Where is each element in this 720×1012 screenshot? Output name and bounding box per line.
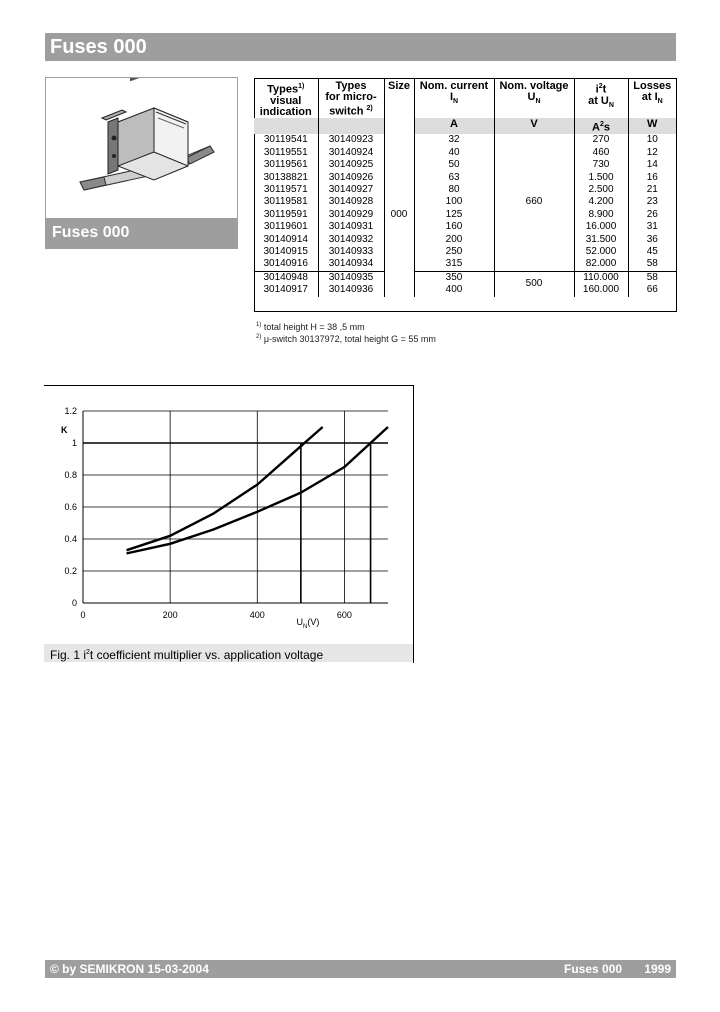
footer-doc-name: Fuses 000 bbox=[564, 962, 623, 976]
unit-losses: W bbox=[628, 118, 676, 135]
footer-page-number: 1999 bbox=[644, 962, 671, 976]
cell-nom-current: 315 bbox=[414, 258, 494, 271]
header-types-microswitch: Types for micro- switch $^{2)}$ bbox=[318, 79, 384, 118]
y-tick-label: 0 bbox=[71, 598, 77, 608]
x-tick-label: 600 bbox=[336, 610, 352, 620]
cell-losses: 21 bbox=[628, 184, 676, 196]
cell-nom-current: 100 bbox=[414, 196, 494, 208]
header-nom-current: Nom. current $I_N$ bbox=[414, 79, 494, 118]
table-header-row bbox=[254, 79, 676, 118]
table-row bbox=[254, 284, 676, 296]
cell-type-visual: 30138821 bbox=[263, 171, 308, 183]
k-factor-chart bbox=[44, 386, 414, 646]
table-row bbox=[254, 147, 676, 159]
cell-type-visual: 30119581 bbox=[263, 196, 308, 208]
fuse-spec-table bbox=[254, 79, 676, 297]
cell-i2t: 31.500 bbox=[574, 234, 628, 246]
cell-losses: 10 bbox=[628, 134, 676, 146]
cell-i2t: 110.000 bbox=[574, 271, 628, 284]
cell-i2t: 160.000 bbox=[574, 284, 628, 296]
cell-type-microswitch: 30140932 bbox=[318, 234, 384, 246]
table-row bbox=[254, 258, 676, 271]
x-tick-label: 400 bbox=[249, 610, 265, 620]
cell-losses: 12 bbox=[628, 147, 676, 159]
x-tick-label: 200 bbox=[162, 610, 178, 620]
header-i2t: $i^2t$ at $U_N$ bbox=[574, 79, 628, 118]
photo-caption: Fuses 000 bbox=[46, 218, 237, 248]
chart-caption: Fig. 1 $i^2t$ coefficient multiplier vs. application voltage bbox=[44, 644, 413, 662]
table-row bbox=[254, 209, 676, 221]
cell-losses: 66 bbox=[628, 284, 676, 296]
y-tick-label: 0.4 bbox=[64, 534, 77, 544]
cell-nom-current: 200 bbox=[414, 234, 494, 246]
cell-i2t: 8.900 bbox=[574, 209, 628, 221]
table-row bbox=[254, 271, 676, 284]
cell-nom-current: 350 bbox=[414, 271, 494, 284]
cell-type-microswitch: 30140923 bbox=[318, 134, 384, 146]
table-row bbox=[254, 196, 676, 208]
unit-current: A bbox=[414, 118, 494, 135]
cell-losses: 31 bbox=[628, 221, 676, 233]
cell-i2t: 16.000 bbox=[574, 221, 628, 233]
cell-i2t: 2.500 bbox=[574, 184, 628, 196]
cell-type-visual: 30140916 bbox=[263, 258, 308, 270]
cell-nom-current: 80 bbox=[414, 184, 494, 196]
cell-nom-current: 50 bbox=[414, 159, 494, 171]
cell-nom-current: 40 bbox=[414, 147, 494, 159]
cell-i2t: 52.000 bbox=[574, 246, 628, 258]
cell-type-microswitch: 30140927 bbox=[318, 184, 384, 196]
table-row bbox=[254, 159, 676, 171]
y-tick-label: 1 bbox=[71, 438, 77, 448]
cell-nom-current: 160 bbox=[414, 221, 494, 233]
table-row bbox=[254, 172, 676, 184]
cell-type-visual: 30119571 bbox=[263, 183, 308, 195]
cell-type-microswitch: 30140936 bbox=[318, 284, 384, 296]
cell-type-visual: 30119561 bbox=[263, 159, 308, 171]
x-axis-label: $U_N(V)$ bbox=[296, 617, 320, 630]
cell-i2t: 730 bbox=[574, 159, 628, 171]
footer-copyright: © by SEMIKRON 15-03-2004 bbox=[50, 962, 209, 976]
cell-losses: 45 bbox=[628, 246, 676, 258]
page-footer bbox=[45, 960, 676, 978]
cell-type-microswitch: 30140929 bbox=[318, 209, 384, 221]
cell-nom-current: 400 bbox=[414, 284, 494, 296]
cell-losses: 58 bbox=[628, 258, 676, 271]
y-tick-label: 0.6 bbox=[64, 502, 77, 512]
cell-type-microswitch: 30140925 bbox=[318, 159, 384, 171]
cell-type-visual: 30119551 bbox=[263, 146, 308, 158]
cell-type-visual: 30140948 bbox=[263, 271, 308, 283]
table-row bbox=[254, 221, 676, 233]
footnote-1: $^{1)}$ total height H = 38 ,5 mm bbox=[256, 322, 365, 332]
table-row bbox=[254, 134, 676, 146]
cell-type-microswitch: 30140926 bbox=[318, 172, 384, 184]
cell-i2t: 4.200 bbox=[574, 196, 628, 208]
page-title: Fuses 000 bbox=[45, 33, 676, 61]
y-tick-label: 0.8 bbox=[64, 470, 77, 480]
cell-losses: 26 bbox=[628, 209, 676, 221]
y-axis-label: K bbox=[61, 425, 68, 435]
cell-type-microswitch: 30140933 bbox=[318, 246, 384, 258]
cell-type-microswitch: 30140924 bbox=[318, 147, 384, 159]
cell-losses: 36 bbox=[628, 234, 676, 246]
cell-losses: 16 bbox=[628, 172, 676, 184]
product-photo-box bbox=[45, 77, 238, 249]
series-line bbox=[127, 427, 323, 550]
cell-size: 000 bbox=[384, 134, 414, 296]
cell-type-microswitch: 30140934 bbox=[318, 258, 384, 271]
cell-type-visual: 30119601 bbox=[263, 221, 308, 233]
y-tick-label: 0.2 bbox=[64, 566, 77, 576]
cell-nom-voltage: 660 bbox=[494, 134, 574, 271]
x-tick-label: 0 bbox=[80, 610, 86, 620]
y-tick-label: 1.2 bbox=[64, 406, 77, 416]
cell-type-visual: 30119541 bbox=[263, 134, 308, 146]
cell-i2t: 270 bbox=[574, 134, 628, 146]
cell-nom-voltage: 500 bbox=[494, 271, 574, 296]
unit-i2t: $A^2s$ bbox=[574, 118, 628, 135]
cell-i2t: 1.500 bbox=[574, 172, 628, 184]
cell-nom-current: 125 bbox=[414, 209, 494, 221]
cell-type-visual: 30140914 bbox=[263, 233, 308, 245]
table-row bbox=[254, 246, 676, 258]
header-size: Size bbox=[384, 79, 414, 134]
cell-losses: 58 bbox=[628, 271, 676, 284]
cell-i2t: 82.000 bbox=[574, 258, 628, 271]
cell-nom-current: 250 bbox=[414, 246, 494, 258]
table-row bbox=[254, 234, 676, 246]
table-row bbox=[254, 184, 676, 196]
cell-type-visual: 30140917 bbox=[263, 284, 308, 296]
footnote-2: $^{2)}$ μ-switch 30137972, total height G = 55 mm bbox=[256, 334, 436, 344]
unit-voltage: V bbox=[494, 118, 574, 135]
cell-type-microswitch: 30140935 bbox=[318, 271, 384, 284]
cell-type-visual: 30140915 bbox=[263, 245, 308, 257]
cell-losses: 14 bbox=[628, 159, 676, 171]
cell-type-visual: 30119591 bbox=[263, 208, 308, 220]
table-unit-row bbox=[254, 118, 676, 135]
header-types-visual: Types$^{1)}$ visual indication bbox=[259, 83, 312, 118]
cell-type-microswitch: 30140928 bbox=[318, 196, 384, 208]
cell-type-microswitch: 30140931 bbox=[318, 221, 384, 233]
cell-nom-current: 63 bbox=[414, 172, 494, 184]
fuse-photo bbox=[46, 78, 237, 218]
cell-i2t: 460 bbox=[574, 147, 628, 159]
cell-nom-current: 32 bbox=[414, 134, 494, 146]
header-losses: Losses at $I_N$ bbox=[628, 79, 676, 118]
header-nom-voltage: Nom. voltage $U_N$ bbox=[494, 79, 574, 118]
cell-losses: 23 bbox=[628, 196, 676, 208]
